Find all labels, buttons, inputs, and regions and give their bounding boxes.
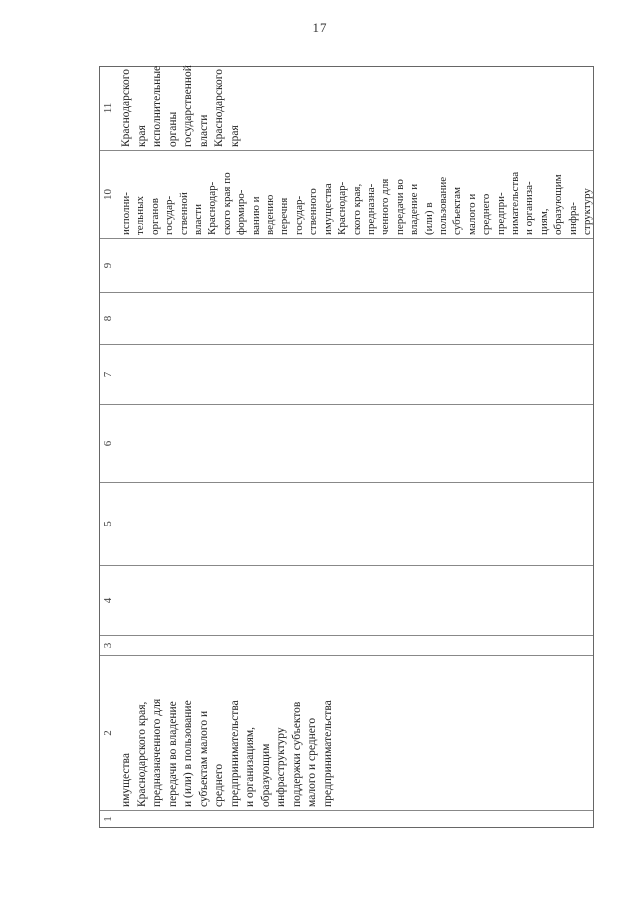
table-row-7 — [100, 344, 593, 404]
cell-line: государ- — [292, 195, 305, 235]
table-row-4 — [100, 565, 593, 635]
cell-line: органы — [166, 111, 179, 147]
cell-line: передачи во — [393, 179, 406, 235]
cell-line: среднего — [480, 193, 493, 235]
cell-line: субъектам малого и — [197, 710, 210, 807]
cell-line: образующим — [259, 743, 272, 807]
cell-line: среднего — [213, 763, 225, 807]
cell-line: пользование — [436, 176, 449, 235]
table-row-10 — [100, 150, 593, 238]
cell-line: структуру — [581, 188, 593, 235]
column-number: 1 — [102, 816, 114, 822]
cell-line: предпринимательства — [321, 700, 334, 807]
cell-line: образующим — [552, 174, 565, 235]
column-number: 4 — [102, 597, 114, 604]
cell-line: малого и среднего — [306, 717, 318, 807]
cell-line: тельных — [134, 196, 147, 235]
cell-line: государ- — [163, 195, 176, 235]
page-number: 17 — [312, 20, 328, 35]
cell-line: предназна- — [364, 183, 377, 235]
table-row-5 — [100, 482, 593, 565]
data-table — [99, 66, 594, 828]
row-content-10 — [119, 153, 594, 235]
cell-line: владение и — [408, 183, 421, 235]
cell-line: ственной — [177, 192, 190, 235]
column-number: 7 — [102, 371, 114, 378]
cell-line: ского края, — [350, 183, 363, 235]
column-number: 6 — [102, 440, 114, 447]
cell-line: циям, — [537, 208, 550, 235]
cell-line: предназначенного для — [151, 698, 163, 807]
cell-line: субъектам — [451, 187, 464, 235]
cell-line: органов — [148, 198, 161, 235]
cell-line: перечня — [278, 197, 291, 235]
cell-line: малого и — [465, 193, 478, 235]
cell-line: передачи во владение — [166, 701, 179, 807]
cell-line: нимательства — [508, 171, 521, 235]
cell-line: Краснодарского — [120, 69, 132, 147]
cell-line: ведению — [264, 194, 277, 235]
cell-line: и организациям, — [244, 726, 256, 807]
cell-line: исполни- — [120, 192, 132, 235]
column-number: 5 — [102, 521, 114, 527]
table-row-3 — [100, 635, 593, 655]
rotated-table-wrapper — [99, 66, 594, 828]
table-row-9 — [100, 238, 593, 292]
cell-line: власти — [192, 204, 205, 235]
row-content-2 — [119, 658, 336, 807]
cell-line: поддержки субъектов — [290, 701, 303, 807]
cell-line: власти — [197, 114, 210, 147]
cell-line: имущества — [120, 753, 132, 807]
cell-line: инфра- — [566, 202, 579, 235]
cell-line: края — [228, 125, 241, 147]
cell-line: инфраструктуру — [275, 727, 287, 807]
table-row-2 — [100, 655, 593, 810]
column-number: 2 — [102, 730, 114, 736]
cell-line: государственной — [182, 65, 194, 147]
cell-line: (или) в — [422, 202, 435, 235]
table-row-1 — [100, 810, 593, 827]
table-row-11 — [100, 66, 593, 150]
cell-line: ственного — [307, 188, 320, 235]
cell-line: предпри- — [494, 192, 507, 235]
cell-line: ванию и — [249, 196, 262, 235]
cell-line: ского края по — [220, 172, 233, 235]
cell-line: Краснодарского — [213, 69, 225, 147]
table-row-8 — [100, 292, 593, 344]
cell-line: предпринимательства — [228, 700, 241, 807]
column-number: 10 — [102, 189, 114, 200]
cell-line: и организа- — [523, 181, 536, 235]
cell-line: Краснодарского края, — [135, 701, 148, 807]
cell-line: и (или) в пользование — [182, 700, 194, 807]
column-number: 9 — [102, 262, 114, 269]
column-number: 3 — [102, 642, 114, 649]
cell-line: ченного для — [379, 178, 392, 235]
cell-line: края — [135, 125, 148, 147]
table-row-6 — [100, 404, 593, 482]
row-content-11 — [119, 65, 243, 147]
cell-line: исполнительные — [151, 65, 163, 147]
cell-line: формиро- — [235, 189, 248, 235]
cell-line: Краснодар- — [206, 181, 219, 235]
column-number: 11 — [102, 102, 114, 114]
cell-line: Краснодар- — [336, 181, 349, 235]
cell-line: имущества — [321, 183, 334, 235]
column-number: 8 — [102, 315, 114, 322]
